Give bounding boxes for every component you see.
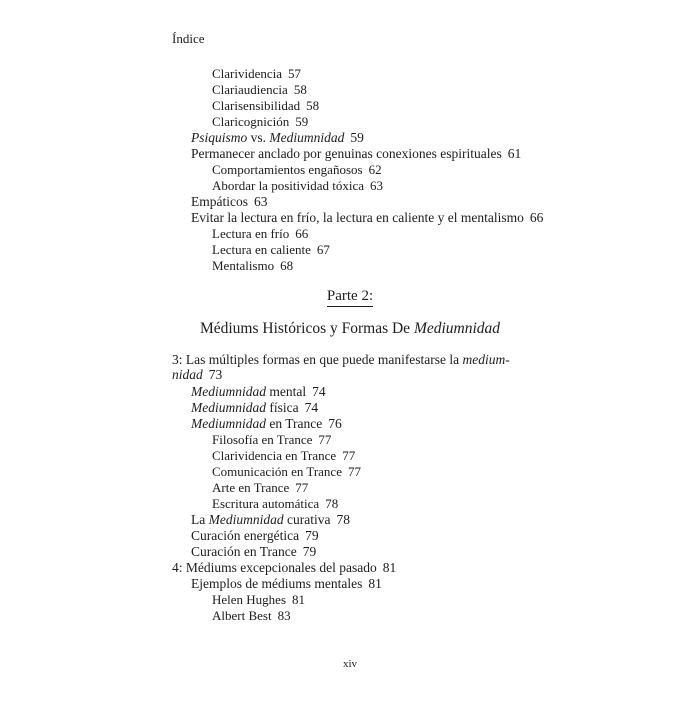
- toc-entry-label: Mentalismo: [212, 258, 275, 273]
- toc-entry: [212, 258, 293, 274]
- toc-entry: [191, 146, 521, 162]
- toc-entry-page: 76: [328, 416, 342, 431]
- toc-entry-label: Albert Best: [212, 608, 272, 623]
- toc-entry-page: 79: [302, 544, 317, 559]
- toc-entry-label: curativa: [283, 512, 331, 527]
- toc-chapter-cont: [172, 367, 222, 383]
- toc-chapter: [172, 560, 396, 576]
- toc-entry-label: Clarividencia: [212, 66, 283, 81]
- toc-entry-label: La: [191, 512, 209, 527]
- toc-entry-italic: Mediumnidad: [191, 416, 266, 431]
- toc-entry-page: 68: [280, 258, 294, 273]
- toc-entry: [191, 384, 326, 400]
- toc-entry-page: 77: [342, 448, 356, 463]
- toc-entry-label: Claricognición: [212, 114, 290, 129]
- toc-chapter: [172, 352, 510, 368]
- toc-entry-label: Escritura automática: [212, 496, 320, 511]
- toc-entry-page: 66: [529, 210, 544, 225]
- toc-entry-italic: Mediumnidad: [208, 512, 284, 527]
- toc-entry-page: 66: [295, 226, 309, 241]
- page-number: xiv: [342, 658, 358, 670]
- toc-entry-label: 4: Médiums excepcionales del pasado: [172, 560, 377, 575]
- toc-entry: [212, 592, 305, 608]
- toc-entry-page: 61: [507, 146, 522, 161]
- toc-entry-label: Clarividencia en Trance: [212, 448, 337, 463]
- toc-entry-label: Filosofía en Trance: [212, 432, 313, 447]
- toc-entry-page: 79: [305, 528, 319, 543]
- toc-entry: [191, 210, 543, 226]
- toc-entry: [191, 130, 364, 146]
- toc-entry-label: Curación en Trance: [191, 544, 297, 559]
- toc-entry: [212, 82, 307, 98]
- toc-entry: [212, 242, 330, 258]
- toc-entry-label: en Trance: [266, 416, 323, 431]
- toc-entry-label: Empáticos: [191, 194, 248, 209]
- toc-entry-label: Helen Hughes: [212, 592, 287, 607]
- toc-entry-label: Comunicación en Trance: [212, 464, 342, 479]
- toc-entry-label: Clariaudiencia: [212, 82, 288, 97]
- toc-entry-page: 77: [347, 464, 361, 479]
- toc-entry-label: Abordar la positividad tóxica: [212, 178, 364, 193]
- toc-entry: [191, 576, 382, 592]
- toc-entry-page: 74: [312, 384, 326, 399]
- toc-entry: [212, 464, 361, 480]
- toc-entry-page: 77: [318, 432, 332, 447]
- toc-entry-page: 77: [295, 480, 309, 495]
- toc-entry-italic: Mediumnidad: [191, 384, 266, 399]
- toc-entry-page: 74: [304, 400, 319, 415]
- toc-entry-italic: medium-: [462, 352, 510, 367]
- part-subtitle-text: Médiums Históricos y Formas De: [199, 320, 414, 337]
- toc-entry-page: 81: [368, 576, 382, 591]
- part-subtitle-italic: Mediumnidad: [413, 320, 501, 337]
- toc-entry-page: 81: [292, 592, 306, 607]
- toc-entry: [212, 66, 301, 82]
- toc-entry-label: vs.: [247, 130, 270, 145]
- part-title-text: Parte 2:: [327, 288, 373, 307]
- toc-entry: [212, 114, 308, 130]
- toc-entry: [212, 480, 308, 496]
- toc-entry-label: Arte en Trance: [212, 480, 290, 495]
- toc-entry-page: 57: [288, 66, 302, 81]
- toc-entry: [212, 178, 383, 194]
- toc-entry: [212, 162, 382, 178]
- toc-entry-italic: Mediumnidad: [191, 400, 266, 415]
- toc-entry-label: Ejemplos de médiums mentales: [191, 576, 363, 591]
- toc-entry-italic: Psiquismo: [191, 130, 248, 145]
- toc-entry-label: Permanecer anclado por genuinas conexiones espirituales: [191, 146, 502, 161]
- toc-entry: [212, 496, 338, 512]
- toc-entry-label: 3: Las múltiples formas en que puede manifestarse la: [172, 352, 463, 367]
- toc-entry: [212, 432, 331, 448]
- toc-entry: [212, 448, 355, 464]
- toc-entry-page: 63: [254, 194, 268, 209]
- part-subtitle: [0, 320, 700, 338]
- toc-entry-label: Lectura en caliente: [212, 242, 311, 257]
- toc-entry-page: 81: [382, 560, 397, 575]
- toc-entry-label: Comportamientos engañosos: [212, 162, 363, 177]
- toc-entry-page: 73: [208, 367, 223, 382]
- toc-entry-label: Lectura en frío: [212, 226, 290, 241]
- toc-entry: [212, 608, 291, 624]
- toc-entry-page: 63: [370, 178, 383, 193]
- toc-entry: [212, 226, 308, 242]
- toc-entry-label: Clarisensibilidad: [212, 98, 301, 113]
- toc-entry: [191, 512, 350, 528]
- toc-entry-page: 78: [336, 512, 350, 527]
- toc-entry-page: 58: [293, 82, 307, 97]
- toc-entry-label: Curación energética: [191, 528, 300, 543]
- toc-entry-page: 67: [316, 242, 330, 257]
- toc-entry-label: física: [266, 400, 299, 415]
- toc-entry: [191, 194, 268, 210]
- toc-entry-label: Evitar la lectura en frío, la lectura en caliente y el mentalismo: [191, 210, 524, 225]
- toc-entry-page: 58: [306, 98, 320, 113]
- toc-entry-page: 83: [277, 608, 291, 623]
- toc-entry: [191, 528, 319, 544]
- toc-entry: [191, 544, 316, 560]
- part-title: [0, 288, 700, 305]
- toc-entry: [191, 400, 318, 416]
- toc-entry-italic: nidad: [172, 367, 203, 382]
- toc-entry: [191, 416, 342, 432]
- toc-entry-label: mental: [266, 384, 307, 399]
- toc-entry-italic: Mediumnidad: [269, 130, 345, 145]
- page-header: Índice: [172, 31, 205, 46]
- toc-entry-page: 59: [295, 114, 309, 129]
- toc-entry-page: 59: [350, 130, 364, 145]
- toc-entry: [212, 98, 319, 114]
- toc-entry-page: 62: [368, 162, 382, 177]
- toc-entry-page: 78: [325, 496, 339, 511]
